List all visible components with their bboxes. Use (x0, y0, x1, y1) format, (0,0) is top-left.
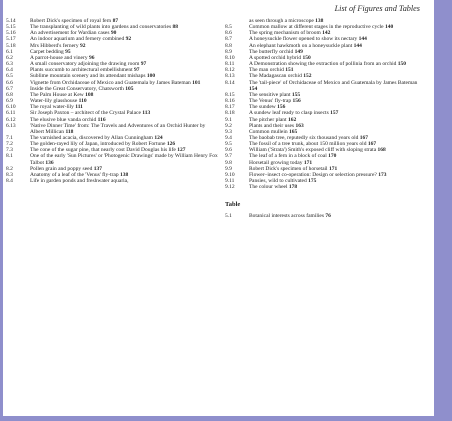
figure-number: 6.7 (6, 85, 13, 92)
caption-text: William ('Strata') Smith's exposed cliff with sloping strata (249, 147, 377, 154)
figure-number: 8.18 (225, 110, 235, 117)
table-entries (225, 213, 425, 219)
page-number: 113 (142, 110, 151, 117)
figure-number: 6.6 (6, 79, 13, 86)
list-item (225, 213, 425, 219)
page-number: 118 (65, 128, 74, 135)
page-number: 76 (325, 212, 331, 219)
page-number: 162 (287, 116, 297, 123)
figure-number: 6.11 (6, 110, 16, 117)
caption-text: The pitcher plant (249, 116, 287, 123)
caption-text: The baobab tree, reputedly six thousand years old (249, 134, 359, 141)
right-entries (225, 18, 425, 190)
page-number: 97 (134, 67, 140, 74)
page-number: 88 (172, 24, 179, 31)
figure-number: 7.2 (6, 141, 13, 148)
caption-text: A small conservatory adjoining the drawing room (30, 61, 140, 68)
page-number: 155 (291, 91, 301, 98)
left-column (6, 18, 220, 184)
caption-text: The spring mechanism of broom (249, 30, 321, 37)
figure-number: 9.8 (225, 159, 232, 166)
caption-text: Plants and their uses (249, 122, 295, 129)
page-heading: List of Figures and Tables (334, 4, 420, 13)
caption-text: A sundew leaf ready to clasp insects (249, 110, 329, 117)
caption-text: The sundew (249, 104, 276, 111)
caption-text: Horsetail growing today (249, 159, 303, 166)
page-number: 156 (277, 104, 286, 111)
figure-caption (249, 80, 425, 92)
caption-text: The golden-rayed lily of Japan, introduced by Robert Fortune (30, 141, 166, 148)
page-number: 101 (192, 79, 201, 86)
page-number: 92 (125, 36, 132, 43)
figure-number: 8.10 (225, 54, 235, 61)
figure-caption (249, 213, 425, 219)
figure-number: 9.11 (225, 178, 235, 185)
figure-number: 9.2 (225, 122, 232, 129)
caption-text: Plants succumb to architectural embellishment (30, 67, 133, 74)
page-number: 90 (110, 30, 117, 37)
figure-caption (249, 184, 425, 190)
figure-number: 8.13 (225, 73, 235, 80)
page-number: 154 (249, 85, 258, 92)
caption-text: as seen through a microscope (249, 18, 314, 24)
caption-text: Common mallow at different stages in the reproductive cycle (249, 24, 384, 31)
page-number: 87 (112, 18, 119, 24)
figure-number: 6.10 (6, 104, 16, 111)
page-number: 150 (397, 61, 407, 68)
figure-number: 9.9 (225, 165, 232, 172)
page-number: 171 (328, 165, 338, 172)
caption-text: The royal water-lily (30, 104, 74, 111)
figure-number: 8.15 (225, 91, 235, 98)
figure-number: 5.1 (225, 212, 232, 219)
caption-text: Carpet bedding (30, 48, 64, 55)
figure-number: 5.16 (6, 30, 16, 37)
figure-number: 8.2 (6, 165, 13, 172)
list-item (225, 184, 425, 190)
figure-number: 9.1 (225, 116, 232, 123)
figure-number: 8.6 (225, 30, 232, 37)
figure-number: 9.7 (225, 153, 232, 160)
caption-text: A parrot-house and vinery (30, 54, 88, 61)
caption-text: Water-lily glasshouse (30, 98, 78, 105)
list-item (225, 80, 425, 92)
caption-text: Vignette from Orchidaceae of Mexico and Guatemala by James Bateman (30, 79, 191, 86)
caption-text: The Venus' fly-trap (249, 98, 292, 105)
caption-text: Common mullein (249, 128, 288, 135)
page-number: 167 (359, 134, 368, 141)
caption-text: Mrs Hibberd's fernery (30, 42, 79, 49)
page-number: 136 (45, 159, 54, 166)
figure-number: 5.18 (6, 42, 16, 49)
caption-text: The butterfly orchid (249, 48, 294, 55)
caption-text: An elephant hawkmoth on a honeysuckle plant (249, 42, 353, 49)
list-item (6, 153, 220, 165)
caption-text: A honeysuckle flower opened to show its nectary (249, 36, 358, 43)
figure-number: 6.1 (6, 48, 13, 55)
figure-number: 8.9 (225, 48, 232, 55)
caption-text: Robert Dick's specimen of royal fern (30, 18, 112, 24)
caption-text: 'Native Dinner Time' from: The Travels and Adventures of an Orchid Hunter by Albert Millican (30, 122, 206, 135)
page-number: 163 (295, 122, 304, 129)
caption-text: The fossil of a tree trunk, about 150 million years old (249, 141, 367, 148)
page-number: 178 (288, 184, 298, 191)
figure-number: 6.12 (6, 116, 16, 123)
caption-text: The leaf of a fern in a block of coal (249, 153, 327, 160)
page-number: 126 (166, 141, 176, 148)
caption-text: The 'tail-piece' of Orchidaceae of Mexico and Guatemala by James Bateman (249, 79, 418, 86)
page-number: 140 (384, 24, 394, 31)
figure-number: 8.5 (225, 24, 232, 31)
figure-number: 9.12 (225, 184, 235, 191)
figure-number: 5.17 (6, 36, 16, 43)
figure-number: 7.1 (6, 134, 13, 141)
page-number: 156 (292, 98, 301, 105)
page-number: 111 (75, 104, 83, 111)
page-number: 149 (294, 48, 303, 55)
caption-text: The cone of the sugar pine, that nearly cost David Douglas his life (30, 147, 176, 154)
figure-number: 9.10 (225, 171, 235, 178)
figure-number: 5.15 (6, 24, 16, 31)
page-number: 124 (154, 134, 163, 141)
caption-text: The sensitive plant (249, 91, 291, 98)
caption-text: Anatomy of a leaf of the 'Venus' fly-trap (30, 171, 119, 178)
figure-number: 8.7 (225, 36, 232, 43)
caption-text: The man orchid (249, 67, 284, 74)
page-number: 116 (97, 116, 106, 123)
caption-text: The elusive blue vanda orchid (30, 116, 97, 123)
page-number: 168 (377, 147, 386, 154)
page-number: 142 (322, 30, 331, 37)
page-number: 92 (80, 42, 86, 49)
figure-number: 7.3 (6, 147, 13, 154)
caption-text: The Palm House at Kew (30, 91, 84, 98)
caption-text: Inside the Great Conservatory, Chatsworth (30, 85, 124, 92)
caption-text: Pollen grain and poppy seed (30, 165, 93, 172)
figure-number: 6.5 (6, 73, 13, 80)
figure-number: 8.14 (225, 79, 235, 86)
figure-caption (30, 178, 220, 184)
caption-text: Robert Dick's specimen of horsetail (249, 165, 328, 172)
page-number: 127 (177, 147, 186, 154)
figure-number: 6.8 (6, 91, 13, 98)
figure-number: 6.2 (6, 54, 13, 61)
page-number: 150 (302, 54, 311, 61)
page-number: 144 (353, 42, 362, 49)
table-section-title: Table (225, 201, 241, 209)
page-number: 170 (328, 153, 337, 160)
caption-text: Life in garden ponds and freshwater aquaria, (30, 178, 129, 185)
figure-number: 5.14 (6, 18, 16, 24)
figure-number: 8.11 (225, 61, 235, 68)
figure-number: 6.9 (6, 98, 13, 105)
list-item (6, 178, 220, 184)
figure-number: 8.16 (225, 98, 235, 105)
page-number: 171 (303, 159, 313, 166)
figure-caption (30, 153, 220, 165)
figure-caption (30, 123, 220, 135)
page-number: 95 (65, 48, 71, 55)
caption-text: An indoor aquarium and fernery combined (30, 36, 125, 43)
caption-text: Sir Joseph Paxton – architect of the Crystal Palace (30, 110, 141, 117)
page-number: 138 (119, 171, 129, 178)
figure-number: 8.17 (225, 104, 235, 111)
figure-number: 8.12 (225, 67, 235, 74)
figure-number: 9.5 (225, 141, 232, 148)
page-number: 138 (315, 18, 324, 24)
page-number: 105 (125, 85, 134, 92)
figure-number: 6.4 (6, 67, 13, 74)
page-number: 151 (285, 67, 294, 74)
figure-number: 9.6 (225, 147, 232, 154)
right-column (225, 18, 425, 219)
figure-number: 9.4 (225, 134, 232, 141)
caption-text: A spotted orchid hybrid (249, 54, 302, 61)
page-number: 165 (289, 128, 298, 135)
page-number: 175 (308, 178, 317, 185)
page-number: 157 (330, 110, 339, 117)
caption-text: The colour wheel (249, 184, 288, 191)
caption-text: Flower–insect co-operation: Design or selection pressure? (249, 171, 377, 178)
book-page (3, 0, 434, 416)
caption-text: The varnished acacia, discovered by Allan Cunningham (30, 134, 153, 141)
figure-number: 8.4 (6, 178, 13, 185)
page-number: 97 (140, 61, 147, 68)
caption-text: A Demonstration showing the extraction of pollinia from an orchid (249, 61, 397, 68)
figure-number: 6.3 (6, 61, 13, 68)
figure-number: 8.3 (6, 171, 13, 178)
page-number: 108 (85, 91, 94, 98)
caption-text: An advertisement for Wardian cases (30, 30, 110, 37)
caption-text: Sublime mountain scenery and its attendant mishaps (30, 73, 146, 80)
caption-text: The transplanting of wild plants into gardens and conservatories (30, 24, 172, 31)
caption-text: Botanical interests across families (249, 212, 324, 219)
page-number: 144 (358, 36, 367, 43)
figure-number: 8.8 (225, 42, 232, 49)
figure-number: 6.13 (6, 122, 16, 129)
caption-text: Pansies, wild to cultivated (249, 178, 307, 185)
page-number: 96 (88, 54, 95, 61)
figure-number: 9.3 (225, 128, 232, 135)
page-number: 110 (78, 98, 87, 105)
caption-text: The Madagascan orchid (249, 73, 302, 80)
figure-number: 8.1 (6, 153, 13, 160)
page-number: 137 (93, 165, 102, 172)
caption-text: One of the early 'Sun Pictures' or 'Photogenic Drawings' made by William Henry Fox Talbot (30, 153, 218, 166)
page-number: 100 (146, 73, 156, 80)
page-number: 173 (378, 171, 387, 178)
page-number: 167 (367, 141, 377, 148)
page-number: 152 (303, 73, 312, 80)
list-item (6, 123, 220, 135)
